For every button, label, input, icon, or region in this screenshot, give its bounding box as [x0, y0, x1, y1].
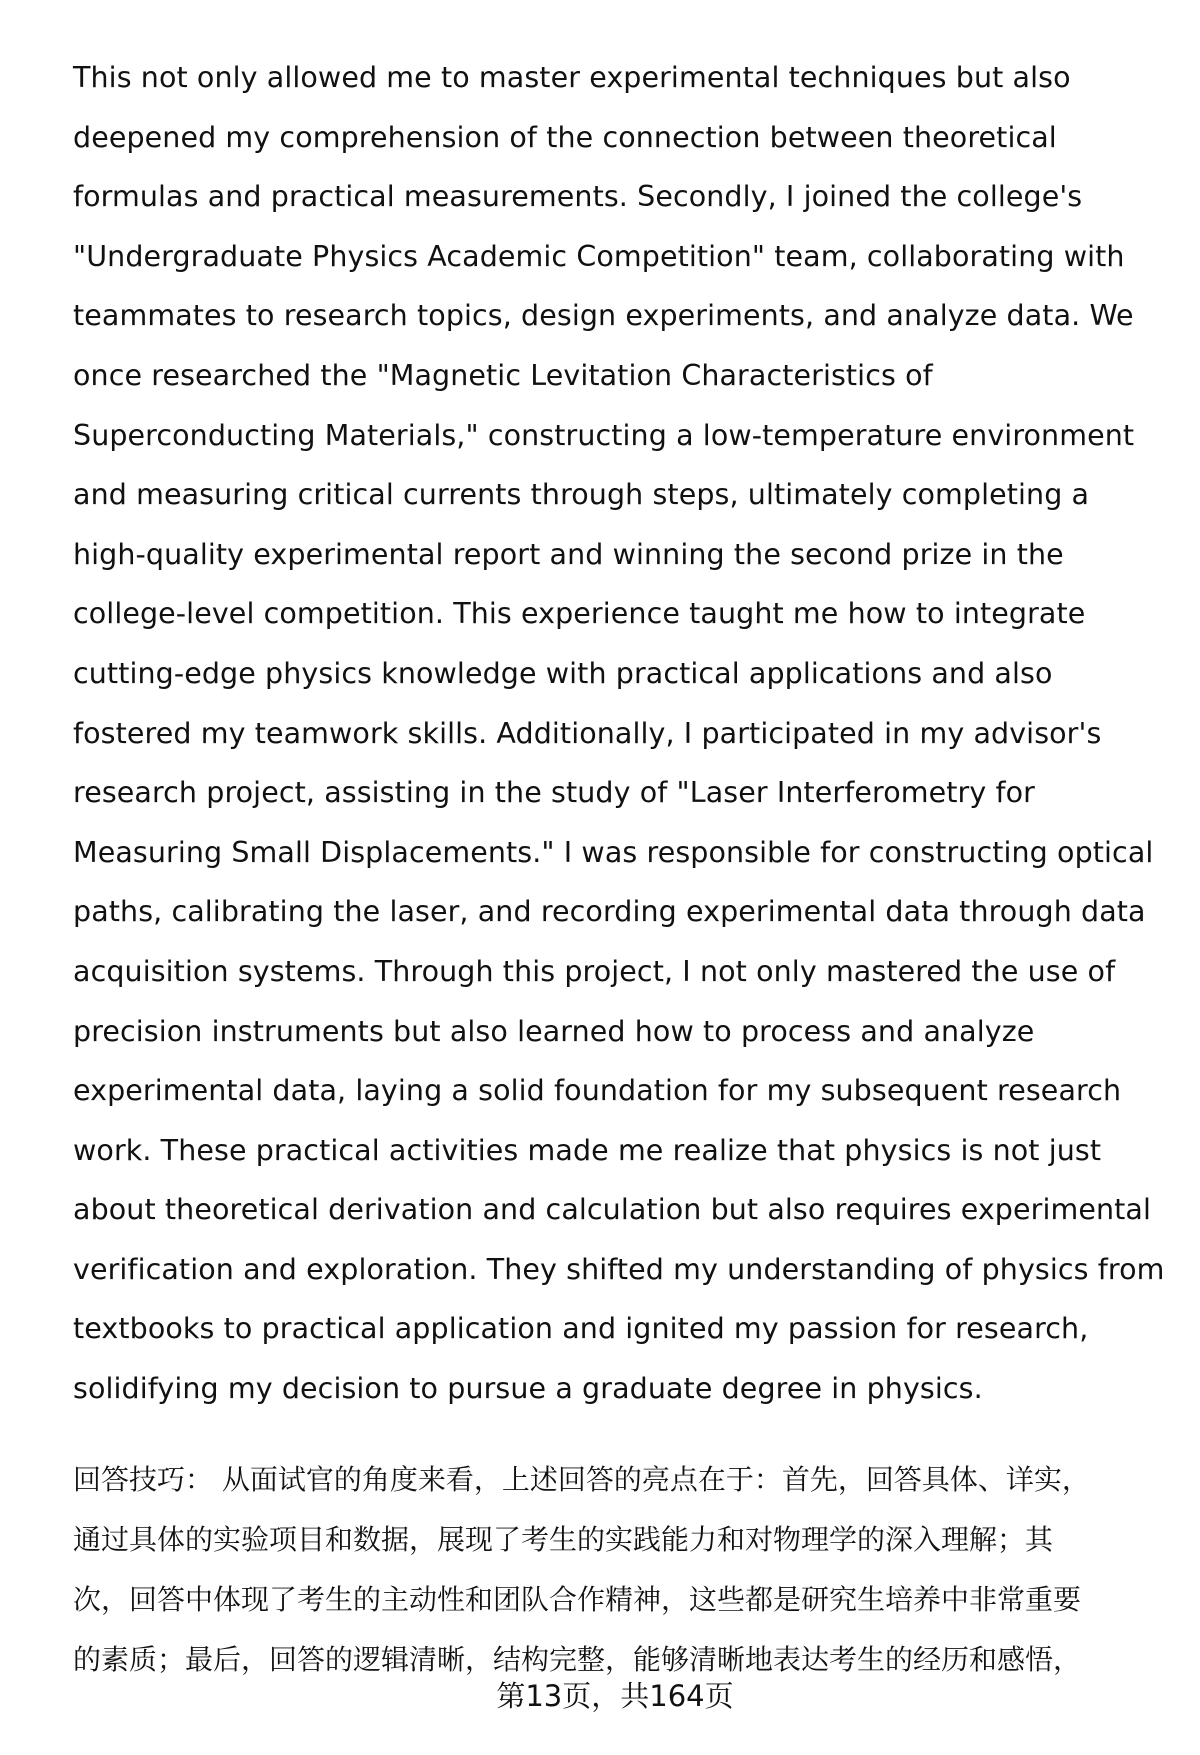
text-line: research project, assisting in the study of "Laser Interferometry for: [73, 776, 1035, 810]
answer-tips-paragraph: [73, 1460, 1090, 1700]
text-line: solidifying my decision to pursue a graduate degree in physics.: [73, 1372, 983, 1406]
text-line: work. These practical activities made me realize that physics is not just: [73, 1133, 1102, 1167]
text-line: formulas and practical measurements. Secondly, I joined the college's: [73, 180, 1083, 214]
text-line: fostered my teamwork skills. Additionally, I participated in my advisor's: [73, 716, 1102, 750]
text-line: 次，回答中体现了考生的主动性和团队合作精神，这些都是研究生培养中非常重要: [73, 1583, 1082, 1616]
text-line: verification and exploration. They shifted my understanding of physics from: [73, 1252, 1165, 1286]
text-line: Superconducting Materials," constructing a low-temperature environment: [73, 418, 1135, 452]
text-line: deepened my comprehension of the connection between theoretical: [73, 120, 1057, 154]
text-line: cutting-edge physics knowledge with practical applications and also: [73, 656, 1053, 690]
text-line: precision instruments but also learned how to process and analyze: [73, 1014, 1035, 1048]
text-line: Measuring Small Displacements." I was responsible for constructing optical: [73, 835, 1154, 869]
text-line: once researched the "Magnetic Levitation Characteristics of: [73, 358, 933, 392]
text-line: textbooks to practical application and ignited my passion for research,: [73, 1312, 1089, 1346]
text-line: and measuring critical currents through steps, ultimately completing a: [73, 478, 1090, 512]
text-line: This not only allowed me to master experimental techniques but also: [73, 61, 1071, 94]
text-line: experimental data, laying a solid foundation for my subsequent research: [73, 1074, 1122, 1108]
text-line: 的素质；最后，回答的逻辑清晰，结构完整，能够清晰地表达考生的经历和感悟，: [73, 1643, 1082, 1676]
text-line: "Undergraduate Physics Academic Competition" team, collaborating with: [73, 239, 1125, 273]
text-line: high-quality experimental report and winning the second prize in the: [73, 537, 1064, 571]
text-line: about theoretical derivation and calculation but also requires experimental: [73, 1193, 1151, 1227]
text-line: acquisition systems. Through this project, I not only mastered the use of: [73, 954, 1116, 988]
text-line: teammates to research topics, design experiments, and analyze data. We: [73, 299, 1134, 333]
text-line: college-level competition. This experience taught me how to integrate: [73, 597, 1086, 631]
text-line: 回答技巧： 从面试官的角度来看，上述回答的亮点在于：首先，回答具体、详实，: [73, 1463, 1090, 1496]
page-number: 第13页，共164页: [496, 1679, 734, 1713]
text-line: 通过具体的实验项目和数据，展现了考生的实践能力和对物理学的深入理解；其: [73, 1523, 1054, 1556]
answer-paragraph: [73, 58, 1165, 1429]
text-line: paths, calibrating the laser, and recording experimental data through data: [73, 895, 1146, 929]
